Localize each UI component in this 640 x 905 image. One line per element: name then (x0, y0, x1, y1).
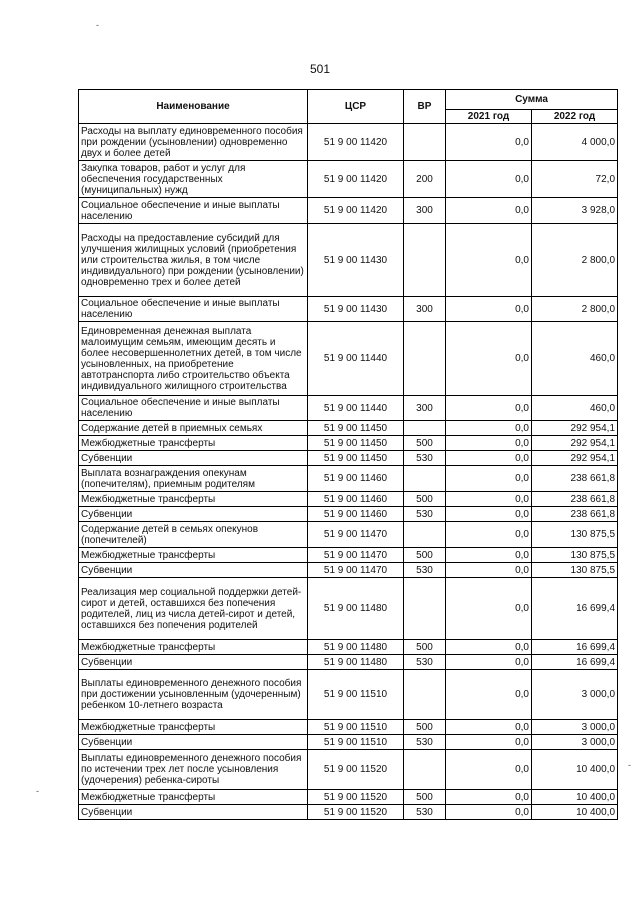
row-vr-cell: 500 (404, 720, 446, 735)
row-csr-cell: 51 9 00 11520 (308, 750, 404, 790)
row-name-cell: Межбюджетные трансферты (79, 436, 308, 451)
row-csr-cell: 51 9 00 11520 (308, 790, 404, 805)
table-row (79, 421, 618, 436)
row-vr-cell: 530 (404, 451, 446, 466)
row-2021-cell: 0,0 (446, 466, 532, 492)
row-name-cell: Межбюджетные трансферты (79, 720, 308, 735)
row-csr-cell: 51 9 00 11420 (308, 124, 404, 161)
row-2021-cell: 0,0 (446, 507, 532, 522)
row-vr-cell (404, 322, 446, 396)
row-csr-cell: 51 9 00 11440 (308, 396, 404, 421)
header-csr: ЦСР (308, 90, 404, 124)
row-csr-cell: 51 9 00 11520 (308, 805, 404, 820)
table-row (79, 436, 618, 451)
row-csr-cell: 51 9 00 11470 (308, 548, 404, 563)
row-name-cell: Субвенции (79, 507, 308, 522)
table-row (79, 396, 618, 421)
row-name-cell: Реализация мер социальной поддержки детей-сирот и детей, оставшихся без попечения родителей, лиц из числа детей-сирот и детей, оставшихся без попечения родителей (79, 578, 308, 640)
row-2021-cell: 0,0 (446, 322, 532, 396)
row-vr-cell: 530 (404, 507, 446, 522)
row-name-cell: Субвенции (79, 563, 308, 578)
row-vr-cell: 530 (404, 805, 446, 820)
table-row (79, 522, 618, 548)
row-name-cell: Содержание детей в приемных семьях (79, 421, 308, 436)
row-2021-cell: 0,0 (446, 563, 532, 578)
row-2021-cell: 0,0 (446, 655, 532, 670)
row-2021-cell: 0,0 (446, 124, 532, 161)
row-vr-cell: 500 (404, 436, 446, 451)
table-row (79, 466, 618, 492)
row-csr-cell: 51 9 00 11460 (308, 507, 404, 522)
row-csr-cell: 51 9 00 11470 (308, 522, 404, 548)
row-vr-cell (404, 124, 446, 161)
row-2022-cell: 460,0 (532, 396, 618, 421)
row-2021-cell: 0,0 (446, 790, 532, 805)
row-vr-cell: 300 (404, 396, 446, 421)
row-2022-cell: 3 000,0 (532, 720, 618, 735)
row-2022-cell: 4 000,0 (532, 124, 618, 161)
row-csr-cell: 51 9 00 11420 (308, 198, 404, 224)
row-2022-cell: 10 400,0 (532, 750, 618, 790)
table-row (79, 750, 618, 790)
row-name-cell: Закупка товаров, работ и услуг для обеспечения государственных (муниципальных) нужд (79, 161, 308, 198)
table-row (79, 224, 618, 297)
row-vr-cell: 500 (404, 790, 446, 805)
table-row (79, 735, 618, 750)
row-vr-cell (404, 750, 446, 790)
row-2021-cell: 0,0 (446, 720, 532, 735)
table-row (79, 563, 618, 578)
row-name-cell: Межбюджетные трансферты (79, 640, 308, 655)
row-name-cell: Содержание детей в семьях опекунов (попечителей) (79, 522, 308, 548)
table-row (79, 548, 618, 563)
row-2022-cell: 2 800,0 (532, 224, 618, 297)
table-row (79, 720, 618, 735)
row-csr-cell: 51 9 00 11480 (308, 655, 404, 670)
row-vr-cell: 500 (404, 548, 446, 563)
row-2021-cell: 0,0 (446, 161, 532, 198)
table-row (79, 297, 618, 322)
row-2022-cell: 292 954,1 (532, 421, 618, 436)
row-csr-cell: 51 9 00 11460 (308, 492, 404, 507)
row-2022-cell: 460,0 (532, 322, 618, 396)
table-row (79, 805, 618, 820)
table-row (79, 578, 618, 640)
row-name-cell: Выплаты единовременного денежного пособия при достижении усыновленным (удочеренным) ребенком 10-летнего возраста (79, 670, 308, 720)
table-row (79, 492, 618, 507)
row-vr-cell: 300 (404, 198, 446, 224)
row-name-cell: Выплаты единовременного денежного пособия по истечении трех лет после усыновления (удочерения) ребенка-сироты (79, 750, 308, 790)
row-name-cell: Социальное обеспечение и иные выплаты населению (79, 297, 308, 322)
header-year-2022: 2022 год (532, 110, 618, 124)
row-csr-cell: 51 9 00 11440 (308, 322, 404, 396)
row-2021-cell: 0,0 (446, 640, 532, 655)
row-name-cell: Межбюджетные трансферты (79, 492, 308, 507)
row-vr-cell (404, 522, 446, 548)
row-2022-cell: 130 875,5 (532, 548, 618, 563)
budget-table (78, 89, 618, 820)
row-2022-cell: 10 400,0 (532, 805, 618, 820)
row-csr-cell: 51 9 00 11470 (308, 563, 404, 578)
row-2022-cell: 292 954,1 (532, 436, 618, 451)
row-2022-cell: 16 699,4 (532, 640, 618, 655)
row-2021-cell: 0,0 (446, 548, 532, 563)
row-vr-cell (404, 466, 446, 492)
row-2021-cell: 0,0 (446, 750, 532, 790)
row-vr-cell: 300 (404, 297, 446, 322)
row-csr-cell: 51 9 00 11420 (308, 161, 404, 198)
row-2022-cell: 10 400,0 (532, 790, 618, 805)
row-2022-cell: 16 699,4 (532, 578, 618, 640)
row-2022-cell: 130 875,5 (532, 563, 618, 578)
row-2021-cell: 0,0 (446, 396, 532, 421)
row-vr-cell: 530 (404, 735, 446, 750)
row-name-cell: Межбюджетные трансферты (79, 790, 308, 805)
row-2021-cell: 0,0 (446, 492, 532, 507)
row-2021-cell: 0,0 (446, 297, 532, 322)
row-2021-cell: 0,0 (446, 198, 532, 224)
row-vr-cell (404, 224, 446, 297)
row-vr-cell (404, 421, 446, 436)
row-csr-cell: 51 9 00 11480 (308, 578, 404, 640)
row-csr-cell: 51 9 00 11450 (308, 421, 404, 436)
row-name-cell: Субвенции (79, 805, 308, 820)
header-vr: ВР (404, 90, 446, 124)
row-csr-cell: 51 9 00 11510 (308, 670, 404, 720)
row-csr-cell: 51 9 00 11450 (308, 436, 404, 451)
row-csr-cell: 51 9 00 11510 (308, 720, 404, 735)
row-2022-cell: 3 928,0 (532, 198, 618, 224)
row-vr-cell (404, 578, 446, 640)
scan-mark: - (96, 20, 99, 30)
row-2021-cell: 0,0 (446, 421, 532, 436)
row-2022-cell: 238 661,8 (532, 466, 618, 492)
row-vr-cell: 500 (404, 492, 446, 507)
row-name-cell: Социальное обеспечение и иные выплаты населению (79, 396, 308, 421)
row-name-cell: Социальное обеспечение и иные выплаты населению (79, 198, 308, 224)
row-2022-cell: 292 954,1 (532, 451, 618, 466)
row-2021-cell: 0,0 (446, 735, 532, 750)
row-2022-cell: 3 000,0 (532, 670, 618, 720)
row-vr-cell (404, 670, 446, 720)
table-row (79, 507, 618, 522)
row-vr-cell: 200 (404, 161, 446, 198)
row-2021-cell: 0,0 (446, 522, 532, 548)
table-row (79, 198, 618, 224)
row-2021-cell: 0,0 (446, 578, 532, 640)
row-2022-cell: 72,0 (532, 161, 618, 198)
header-sum: Сумма (446, 90, 618, 110)
row-2021-cell: 0,0 (446, 805, 532, 820)
table-row (79, 670, 618, 720)
row-2022-cell: 3 000,0 (532, 735, 618, 750)
row-2021-cell: 0,0 (446, 224, 532, 297)
row-name-cell: Единовременная денежная выплата малоимущим семьям, имеющим десять и более несовершеннолетних детей, в том числе усыновленных, на приобретение автотранспорта либо строительство объекта индивидуального жилищного строительства (79, 322, 308, 396)
header-year-2021: 2021 год (446, 110, 532, 124)
table-row (79, 322, 618, 396)
scan-mark: - (628, 760, 631, 770)
scan-mark: - (36, 786, 39, 796)
row-csr-cell: 51 9 00 11460 (308, 466, 404, 492)
row-vr-cell: 530 (404, 655, 446, 670)
row-2022-cell: 16 699,4 (532, 655, 618, 670)
row-csr-cell: 51 9 00 11480 (308, 640, 404, 655)
row-2021-cell: 0,0 (446, 670, 532, 720)
row-2021-cell: 0,0 (446, 436, 532, 451)
table-row (79, 451, 618, 466)
row-name-cell: Расходы на предоставление субсидий для улучшения жилищных условий (приобретения или строительства жилья, в том числе индивидуального) при рождении (усыновлении) одновременно трех и более детей (79, 224, 308, 297)
page-number: 501 (309, 62, 331, 76)
table-row (79, 790, 618, 805)
row-name-cell: Расходы на выплату единовременного пособия при рождении (усыновлении) одновременно двух и более детей (79, 124, 308, 161)
header-name: Наименование (79, 90, 308, 124)
row-csr-cell: 51 9 00 11510 (308, 735, 404, 750)
row-2022-cell: 130 875,5 (532, 522, 618, 548)
row-2022-cell: 238 661,8 (532, 507, 618, 522)
row-name-cell: Субвенции (79, 451, 308, 466)
table-body (79, 124, 618, 820)
row-csr-cell: 51 9 00 11430 (308, 224, 404, 297)
row-name-cell: Субвенции (79, 655, 308, 670)
table-row (79, 124, 618, 161)
table-row (79, 655, 618, 670)
table-row (79, 161, 618, 198)
row-vr-cell: 500 (404, 640, 446, 655)
row-csr-cell: 51 9 00 11430 (308, 297, 404, 322)
row-2022-cell: 238 661,8 (532, 492, 618, 507)
row-2022-cell: 2 800,0 (532, 297, 618, 322)
row-csr-cell: 51 9 00 11450 (308, 451, 404, 466)
row-name-cell: Субвенции (79, 735, 308, 750)
row-name-cell: Межбюджетные трансферты (79, 548, 308, 563)
row-2021-cell: 0,0 (446, 451, 532, 466)
table-row (79, 640, 618, 655)
row-name-cell: Выплата вознаграждения опекунам (попечителям), приемным родителям (79, 466, 308, 492)
row-vr-cell: 530 (404, 563, 446, 578)
